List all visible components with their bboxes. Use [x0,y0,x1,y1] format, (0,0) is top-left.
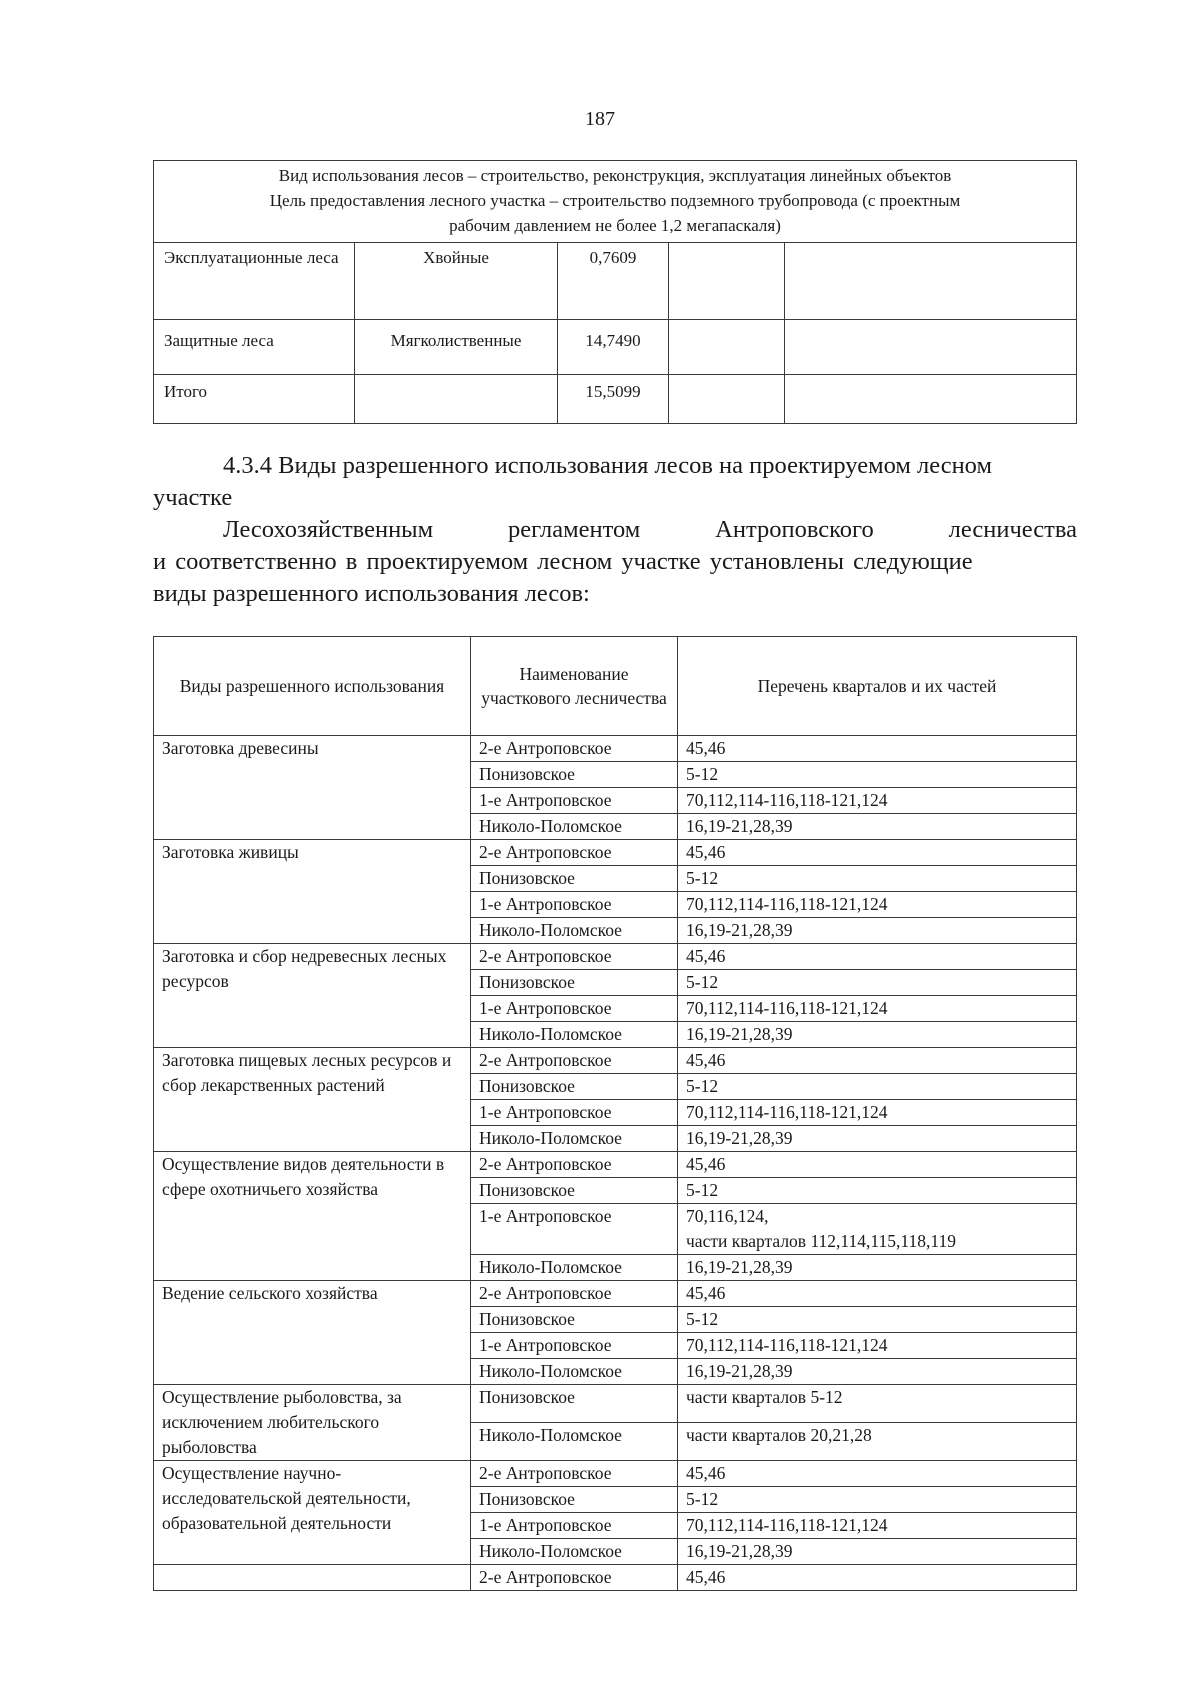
forestry-cell: 1-е Антроповское [471,1513,678,1539]
quarters-text: 45,46 [686,1283,726,1303]
quarters-text: 45,46 [686,738,726,758]
use-type-cell: Заготовка и сбор недревесных лесных ресурсов [154,944,471,1048]
forestry-cell: 2-е Антроповское [471,736,678,762]
header-line: Вид использования лесов – строительство, реконструкция, эксплуатация линейных объектов [278,166,952,185]
quarters-text: 5-12 [686,972,719,992]
quarters-text: 16,19-21,28,39 [686,1257,793,1277]
quarters-text: 16,19-21,28,39 [686,1024,793,1044]
quarters-cell [678,1539,1077,1565]
quarters-cell [678,970,1077,996]
forestry-cell: Понизовское [471,970,678,996]
quarters-text: 70,112,114-116,118-121,124 [686,790,888,810]
quarters-cell [678,1152,1077,1178]
quarters-text: 16,19-21,28,39 [686,1541,793,1561]
quarters-text: 5-12 [686,1309,719,1329]
quarters-cell [678,736,1077,762]
use-type-cell: Осуществление научно-исследовательской деятельности, образовательной деятельности [154,1461,471,1565]
paragraph-line: и соответственно в проектируемом лесном участке установлены следующие [153,548,973,575]
quarters-cell [678,1178,1077,1204]
permitted-uses-table [153,636,1077,1591]
quarters-cell [678,1513,1077,1539]
forest-category: Эксплуатационные леса [154,243,355,320]
forestry-cell: 1-е Антроповское [471,788,678,814]
header-quarters: Перечень кварталов и их частей [678,637,1077,736]
quarters-cell [678,840,1077,866]
use-type-cell: Ведение сельского хозяйства [154,1281,471,1385]
empty-cell [785,320,1077,375]
quarters-cell [678,1022,1077,1048]
quarters-cell [678,1385,1077,1423]
forestry-cell: Понизовское [471,1307,678,1333]
quarters-cell [678,1100,1077,1126]
header-line: рабочим давлением не более 1,2 мегапаскаля) [449,216,781,235]
use-type-cell [154,1565,471,1591]
forestry-cell: 2-е Антроповское [471,1048,678,1074]
quarters-cell [678,996,1077,1022]
table1-header [154,161,1077,243]
forest-category: Защитные леса [154,320,355,375]
quarters-text: 70,112,114-116,118-121,124 [686,998,888,1018]
quarters-text: 5-12 [686,868,719,888]
quarters-text: 45,46 [686,1567,726,1587]
use-type-cell: Осуществление видов деятельности в сфере охотничьего хозяйства [154,1152,471,1281]
forestry-cell: Понизовское [471,1178,678,1204]
quarters-text: 70,112,114-116,118-121,124 [686,1335,888,1355]
area: 15,5099 [558,375,669,424]
word: Антроповского [715,516,874,543]
quarters-cell [678,918,1077,944]
use-type-cell: Осуществление рыболовства, за исключением любительского рыболовства [154,1385,471,1461]
word: регламентом [508,516,641,543]
word: лесничества [948,516,1077,543]
linear-objects-table [153,160,1077,424]
quarters-cell [678,1048,1077,1074]
quarters-text: 5-12 [686,1489,719,1509]
header-line: Цель предоставления лесного участка – строительство подземного трубопровода (с проектным [269,191,961,210]
word: Лесохозяйственным [223,516,434,543]
forestry-cell: Николо-Поломское [471,1539,678,1565]
forestry-cell: 1-е Антроповское [471,996,678,1022]
species [355,375,558,424]
header-forestry: Наименование участкового лесничества [471,637,678,736]
quarters-text: 70,112,114-116,118-121,124 [686,1515,888,1535]
table-row [154,736,1077,762]
empty-cell [669,243,785,320]
use-type-cell: Заготовка живицы [154,840,471,944]
page-number: 187 [585,108,615,130]
empty-cell [785,243,1077,320]
forestry-cell: 2-е Антроповское [471,944,678,970]
quarters-cell [678,866,1077,892]
quarters-text: 16,19-21,28,39 [686,1361,793,1381]
forestry-cell: Николо-Поломское [471,1126,678,1152]
quarters-text: 16,19-21,28,39 [686,816,793,836]
quarters-cell [678,762,1077,788]
quarters-text: части кварталов 20,21,28 [686,1425,872,1445]
quarters-text: 45,46 [686,842,726,862]
forestry-cell: 2-е Антроповское [471,840,678,866]
quarters-cell [678,1359,1077,1385]
forest-category: Итого [154,375,355,424]
forestry-cell: 1-е Антроповское [471,892,678,918]
quarters-cell [678,814,1077,840]
empty-cell [669,320,785,375]
quarters-cell [678,892,1077,918]
forestry-cell: Николо-Поломское [471,814,678,840]
quarters-text: 16,19-21,28,39 [686,920,793,940]
use-type-cell: Заготовка древесины [154,736,471,840]
forestry-cell: Понизовское [471,1385,678,1423]
forestry-cell: Николо-Поломское [471,1022,678,1048]
empty-cell [785,375,1077,424]
forestry-cell: 2-е Антроповское [471,1281,678,1307]
table-row [154,1461,1077,1487]
table-row-total [154,375,1077,424]
quarters-text: 70,116,124, [686,1206,769,1226]
forestry-cell: Николо-Поломское [471,918,678,944]
quarters-cell [678,1204,1077,1255]
header-use-type: Виды разрешенного использования [154,637,471,736]
table-row [154,1048,1077,1074]
quarters-text: 45,46 [686,1154,726,1174]
empty-cell [669,375,785,424]
quarters-text: 5-12 [686,764,719,784]
area: 0,7609 [558,243,669,320]
quarters-text: части кварталов 5-12 [686,1387,843,1407]
quarters-cell [678,1565,1077,1591]
paragraph-line: виды разрешенного использования лесов: [153,580,590,607]
quarters-cell [678,788,1077,814]
forestry-cell: Понизовское [471,1487,678,1513]
forestry-cell: 2-е Антроповское [471,1461,678,1487]
table-row [154,1281,1077,1307]
table-row [154,320,1077,375]
table-row [154,1152,1077,1178]
quarters-text: части кварталов 112,114,115,118,119 [686,1231,956,1251]
quarters-cell [678,1074,1077,1100]
forestry-cell: Николо-Поломское [471,1423,678,1461]
quarters-text: 5-12 [686,1180,719,1200]
table-row [154,1565,1077,1591]
forestry-cell: Понизовское [471,762,678,788]
quarters-text: 16,19-21,28,39 [686,1128,793,1148]
heading-line: 4.3.4 Виды разрешенного использования лесов на проектируемом лесном [223,452,992,479]
quarters-cell [678,1126,1077,1152]
quarters-text: 70,112,114-116,118-121,124 [686,894,888,914]
table-row [154,944,1077,970]
quarters-text: 70,112,114-116,118-121,124 [686,1102,888,1122]
quarters-cell [678,1281,1077,1307]
table-row [154,1385,1077,1423]
quarters-cell [678,1461,1077,1487]
quarters-cell [678,1255,1077,1281]
quarters-cell [678,1487,1077,1513]
forestry-cell: Понизовское [471,1074,678,1100]
quarters-text: 45,46 [686,946,726,966]
forestry-cell: 1-е Антроповское [471,1204,678,1255]
forestry-cell: 2-е Антроповское [471,1565,678,1591]
species: Хвойные [355,243,558,320]
forestry-cell: Николо-Поломское [471,1359,678,1385]
table-header-row [154,637,1077,736]
quarters-text: 45,46 [686,1463,726,1483]
forestry-cell: 2-е Антроповское [471,1152,678,1178]
forestry-cell: 1-е Антроповское [471,1100,678,1126]
quarters-text: 45,46 [686,1050,726,1070]
species: Мягколиственные [355,320,558,375]
heading-line: участке [153,484,233,511]
use-type-cell: Заготовка пищевых лесных ресурсов и сбор лекарственных растений [154,1048,471,1152]
quarters-cell [678,1307,1077,1333]
forestry-cell: Понизовское [471,866,678,892]
table-row [154,243,1077,320]
table-row [154,840,1077,866]
quarters-cell [678,1333,1077,1359]
paragraph-line [153,514,1077,546]
forestry-cell: 1-е Антроповское [471,1333,678,1359]
area: 14,7490 [558,320,669,375]
forestry-cell: Николо-Поломское [471,1255,678,1281]
quarters-cell [678,1423,1077,1461]
quarters-cell [678,944,1077,970]
section-paragraph [153,514,1077,610]
section-heading [153,450,1077,514]
quarters-text: 5-12 [686,1076,719,1096]
